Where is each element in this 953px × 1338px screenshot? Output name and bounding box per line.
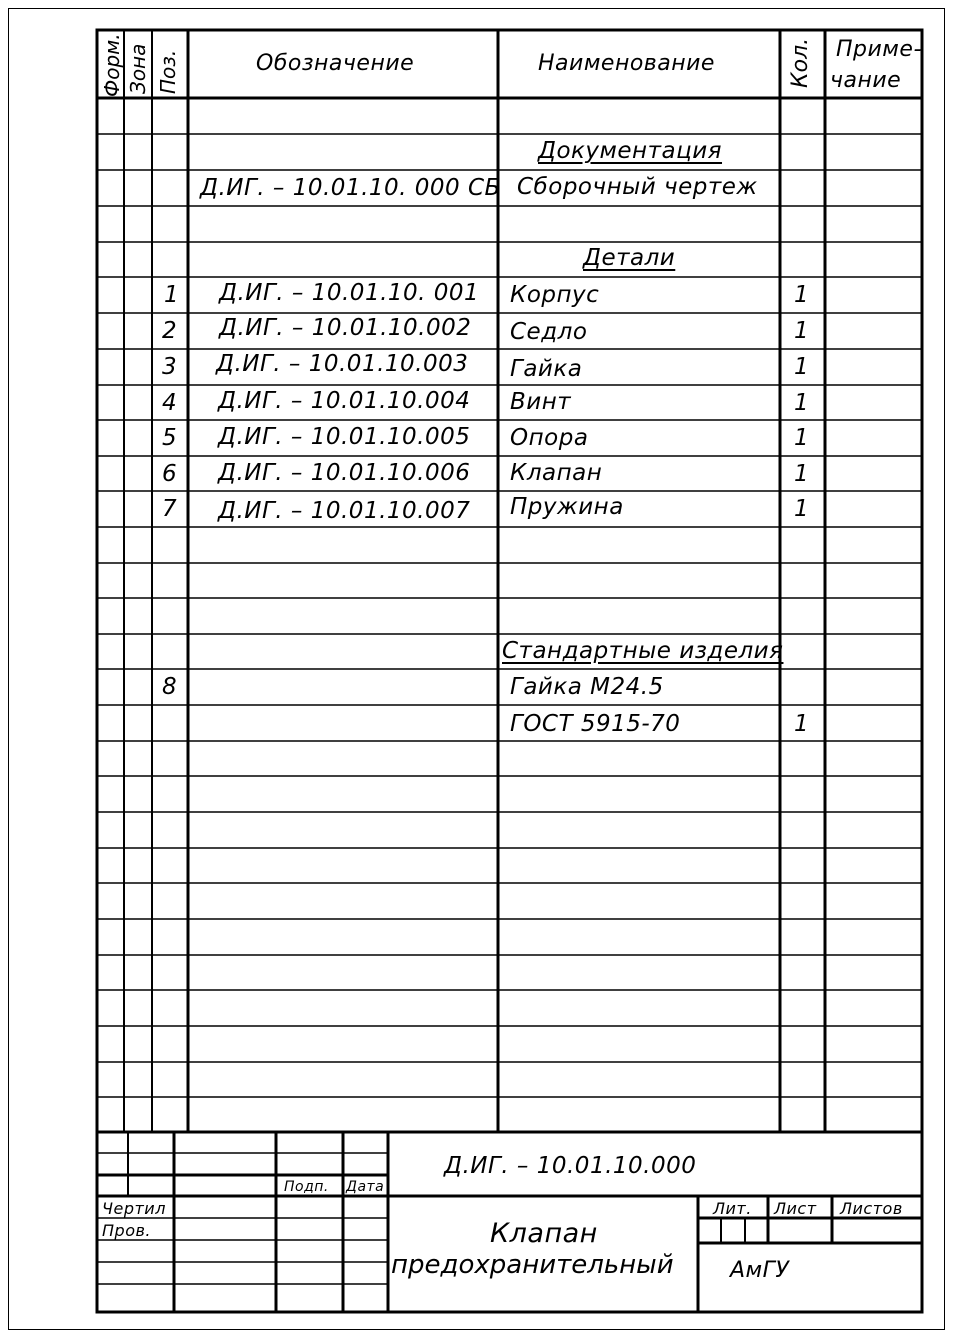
part-name: Клапан — [510, 460, 603, 486]
part-qty: 1 — [794, 318, 810, 344]
label-drawn: Чертил — [102, 1199, 166, 1218]
standard-name-1: Гайка М24.5 — [510, 674, 664, 700]
part-pos: 1 — [164, 282, 180, 308]
part-name: Винт — [510, 389, 572, 415]
part-pos: 3 — [162, 354, 178, 380]
title-line-1: Клапан — [490, 1218, 598, 1249]
part-pos: 6 — [162, 461, 178, 487]
label-sign: Подп. — [284, 1179, 329, 1195]
header-zone: Зона — [126, 43, 150, 94]
part-name: Пружина — [510, 494, 624, 520]
label-date: Дата — [346, 1179, 385, 1195]
part-qty: 1 — [794, 390, 810, 416]
header-pos: Поз. — [156, 49, 180, 94]
part-pos: 2 — [162, 318, 178, 344]
section-documentation: Документация — [538, 138, 723, 164]
part-pos: 4 — [162, 390, 178, 416]
standard-pos: 8 — [162, 674, 178, 700]
part-pos: 5 — [162, 425, 178, 451]
section-details: Детали — [583, 245, 676, 271]
label-lit: Лит. — [713, 1199, 752, 1218]
part-pos: 7 — [162, 496, 178, 522]
part-designation: Д.ИГ. – 10.01.10.003 — [216, 351, 469, 377]
label-checked: Пров. — [102, 1221, 151, 1240]
label-sheet: Лист — [774, 1199, 817, 1218]
part-qty: 1 — [794, 496, 810, 522]
part-qty: 1 — [794, 461, 810, 487]
part-designation: Д.ИГ. – 10.01.10.004 — [218, 388, 471, 414]
part-designation: Д.ИГ. – 10.01.10.005 — [218, 424, 471, 450]
header-note-2: чание — [830, 68, 902, 93]
header-form: Форм. — [100, 33, 124, 97]
organization: АмГУ — [730, 1258, 790, 1283]
header-name: Наименование — [538, 51, 715, 76]
part-designation: Д.ИГ. – 10.01.10. 001 — [219, 280, 480, 306]
standard-qty: 1 — [794, 711, 810, 737]
part-name: Гайка — [510, 356, 583, 382]
header-note-1: Приме- — [836, 37, 922, 62]
part-designation: Д.ИГ. – 10.01.10.007 — [218, 498, 471, 524]
part-name: Опора — [510, 425, 589, 451]
title-line-2: предохранительный — [391, 1250, 674, 1280]
header-qty: Кол. — [788, 37, 813, 88]
standard-name-2: ГОСТ 5915-70 — [510, 711, 681, 737]
header-designation: Обозначение — [256, 51, 415, 76]
part-designation: Д.ИГ. – 10.01.10.006 — [218, 460, 471, 486]
part-qty: 1 — [794, 425, 810, 451]
doc-designation: Д.ИГ. – 10.01.10. 000 СБ — [200, 175, 501, 201]
part-qty: 1 — [794, 354, 810, 380]
doc-name: Сборочный чертеж — [517, 174, 758, 200]
part-qty: 1 — [794, 282, 810, 308]
part-name: Корпус — [510, 282, 600, 308]
section-standard: Стандартные изделия — [502, 638, 784, 664]
title-designation: Д.ИГ. – 10.01.10.000 — [444, 1153, 697, 1179]
label-sheets: Листов — [840, 1199, 903, 1218]
part-name: Седло — [510, 319, 588, 345]
part-designation: Д.ИГ. – 10.01.10.002 — [219, 315, 472, 341]
